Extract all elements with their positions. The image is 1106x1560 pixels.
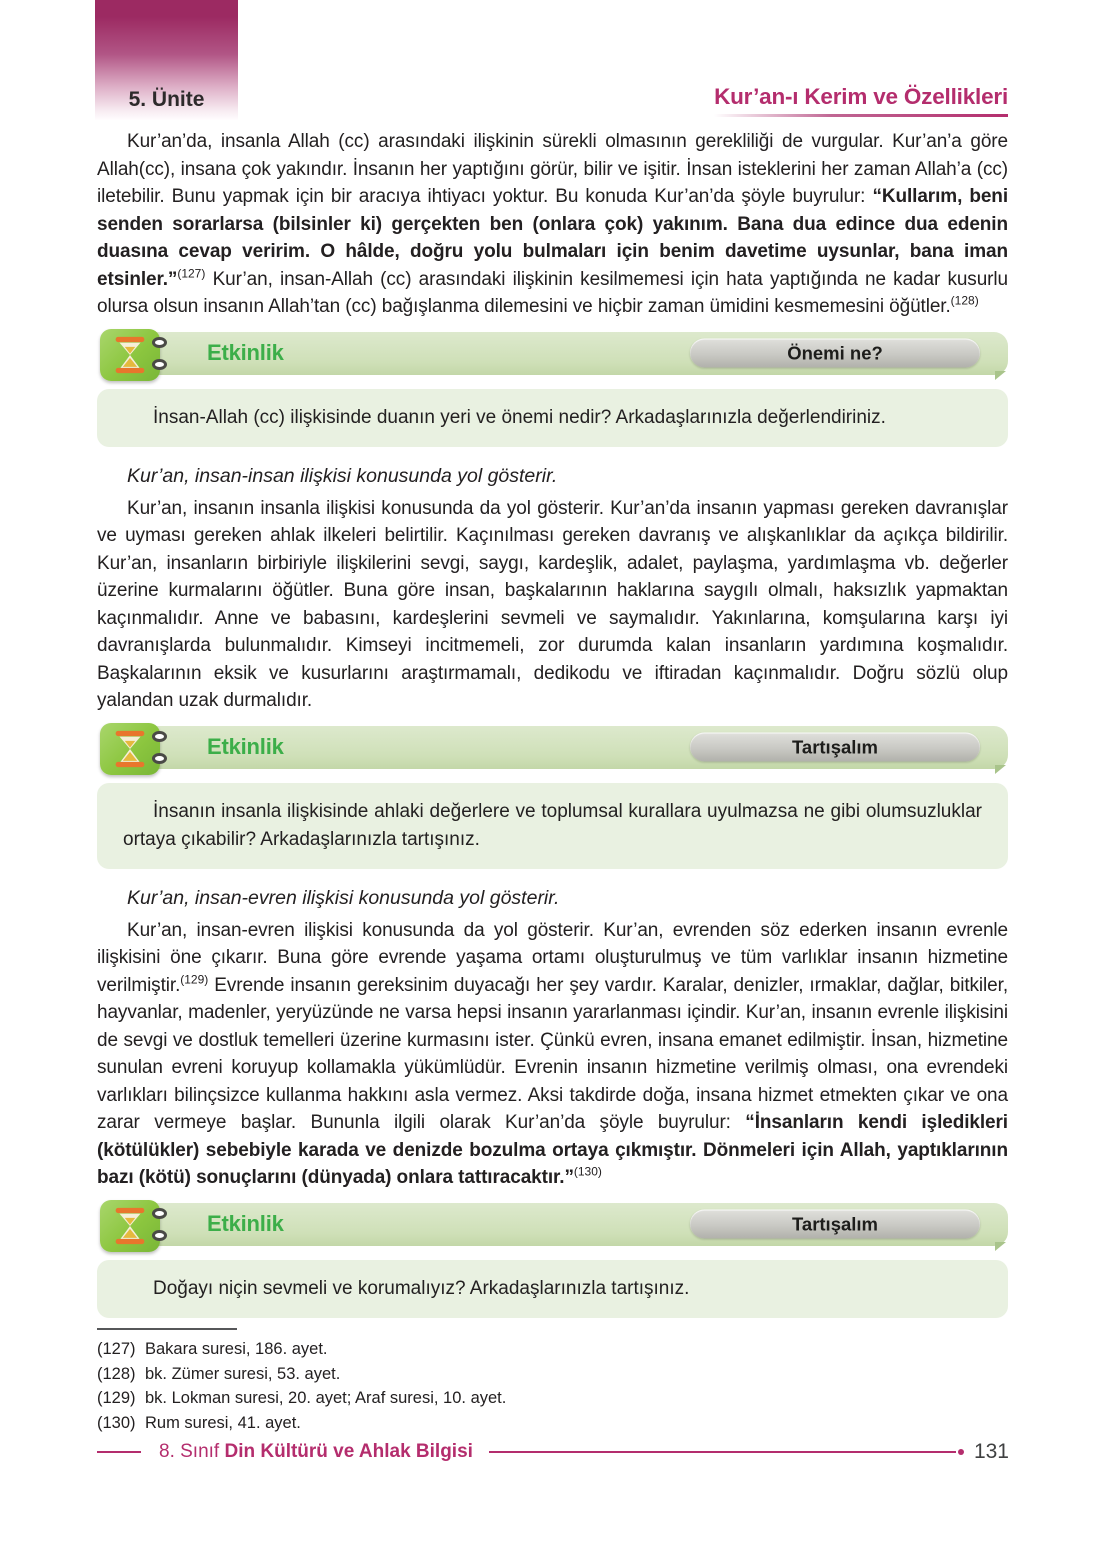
footnote-number: (129)	[97, 1389, 136, 1407]
hourglass-icon	[100, 1200, 160, 1252]
para1-text-2: Kur’an, insan-Allah (cc) arasındaki ilişkinin kesilmemesi için hata yaptığında ne kadar kusurlu olursa olsun insanın Allah’tan (cc) bağışlanma dilemesini ve hiçbir zaman ümidini kesmemesini öğütler.	[97, 268, 1008, 317]
activity-question-box	[97, 783, 1008, 869]
activity-card-1	[97, 329, 1008, 447]
section-heading-insan-evren: Kur’an, insan-evren ilişkisi konusunda yol gösterir.	[127, 886, 560, 909]
footnote-item	[97, 1411, 1008, 1436]
hourglass-icon	[100, 329, 160, 381]
activity-title: Etkinlik	[207, 734, 284, 759]
activity-question: Doğayı niçin sevmeli ve korumalıyız? Arkadaşlarınızla tartışınız.	[153, 1277, 690, 1299]
para3-quote: “İnsanların kendi işledikleri (kötülükler) sebebiyle karada ve denizde bozulma ortaya çıkmıştır. Dönmeleri için Allah, yaptıklarının bazı (kötü) sonuçlarını (dünyada) onlara tattıracaktır.”	[97, 1112, 1008, 1188]
binder-rings-icon	[152, 329, 174, 381]
activity-header-bar	[119, 726, 1008, 769]
main-content	[97, 128, 1008, 1334]
footnotes-section	[97, 1328, 1008, 1435]
footnote-divider	[97, 1328, 237, 1330]
activity-question: İnsan-Allah (cc) ilişkisinde duanın yeri ve önemi nedir? Arkadaşlarınızla değerlendiriniz.	[153, 406, 886, 428]
paragraph-1	[97, 128, 1008, 321]
footer-rule-right	[489, 1451, 956, 1453]
activity-question-box	[97, 1260, 1008, 1318]
footnote-item	[97, 1386, 1008, 1411]
footnote-ref-127: (127)	[177, 266, 206, 281]
unit-label: 5. Ünite	[128, 88, 205, 111]
footer-dot-icon	[958, 1449, 964, 1455]
corner-fold-icon	[995, 765, 1006, 774]
activity-header-bar	[119, 332, 1008, 375]
footnote-item	[97, 1337, 1008, 1362]
activity-question: İnsanın insanla ilişkisinde ahlaki değerlere ve toplumsal kurallara uyulmazsa ne gibi olumsuzluklar ortaya çıkabilir? Arkadaşlarınızla tartışınız.	[123, 800, 982, 850]
footnote-ref-130: (130)	[573, 1164, 602, 1179]
paragraph-2: Kur’an, insanın insanla ilişkisi konusunda da yol gösterir. Kur’an’da insanın yapması gereken davranışlar ve uyması gereken ahlak ilkeleri belirtilir. Kaçınılması gereken davranış ve alışkanlıklar da açıkça bildirilir. Kur’an, insanların birbiriyle ilişkilerini sevgi, saygı, kardeşlik, adalet, paylaşma, yardımlaşma vb. değerler üzerine kurmalarını öğütler. Buna göre insan, başkalarının haklarına saygılı olmalı, haksızlık yapmaktan kaçınmalıdır. Anne ve babasını, kardeşlerini sevmeli ve saymalıdır. Yakınlarına, komşularına karşı iyi davranışlarda bulunmalıdır. Kimseyi incitmemeli, zor durumda kalan insanların yardımına koşmalıdır. Başkalarının eksik ve kusurlarını araştırmamalı, dedikodu ve iftiradan kaçınmalıdır. Doğru sözlü olup yalandan uzak durmalıdır.	[97, 497, 1008, 711]
page-footer	[97, 1440, 1009, 1464]
footnote-ref-128: (128)	[950, 293, 979, 308]
para3-text-2: Evrende insanın gereksinim duyacağı her şey vardır. Karalar, denizler, ırmaklar, dağlar, bitkiler, hayvanlar, madenler, yeryüzünde ne varsa hepsi insanın yararlanması içindir. Kur’an, insanın evrenle ilişkisini de sevgi ve dostluk temelleri üzerine kurmasını ister. Çünkü evren, insana emanet edilmiştir. İnsan, hizmetine sunulan evreni koruyup kollamakla yükümlüdür. Evrenin insanın hizmetine verilmiş olması, ona evrendeki varlıkları bilinçsizce kullanma hakkını asla vermez. Aksi takdirde doğa, insana hizmet etmekten çıkar ve ona zarar vermeye başlar. Bununla ilgili olarak Kur’an’da şöyle buyrulur:	[97, 974, 1008, 1133]
para1-quote: “Kullarım, beni senden sorarlarsa (bilsinler ki) gerçekten ben (onlara çok) yakınım. Bana dua edince dua edenin duasına cevap veririm. O hâlde, doğru yolu bulmaları için benim davetime uysunlar, bana iman etsinler.”	[97, 186, 1008, 290]
footnote-ref-129: (129)	[180, 972, 209, 987]
activity-title: Etkinlik	[207, 1211, 284, 1236]
activity-header	[97, 1200, 1008, 1252]
footer-grade: 8. Sınıf	[159, 1441, 225, 1462]
footnote-text: bk. Zümer suresi, 53. ayet.	[145, 1364, 341, 1383]
activity-card-2	[97, 723, 1008, 869]
unit-tab	[95, 0, 238, 120]
binder-rings-icon	[152, 723, 174, 775]
para1-text-1: Kur’an’da, insanla Allah (cc) arasındaki ilişkinin sürekli olmasının gerekliliği de vurgular. Kur’an’a göre Allah(cc), insana çok yakındır. İnsanın her yaptığını görür, bilir ve işitir. İnsan isteklerini her zaman Allah’a (cc) iletebilir. Bunu yapmak için bir aracıya ihtiyacı yoktur. Bu konuda Kur’an’da şöyle buyrulur:	[97, 131, 1008, 207]
binder-rings-icon	[152, 1200, 174, 1252]
activity-question-box	[97, 389, 1008, 447]
activity-header	[97, 329, 1008, 381]
chapter-title: Kur’an-ı Kerim ve Özellikleri	[714, 84, 1008, 109]
activity-badge: Tartışalım	[690, 733, 980, 762]
footnote-text: Rum suresi, 41. ayet.	[145, 1413, 301, 1432]
section-heading-insan-insan: Kur’an, insan-insan ilişkisi konusunda yol gösterir.	[127, 464, 558, 487]
footnote-item	[97, 1362, 1008, 1387]
corner-fold-icon	[995, 371, 1006, 380]
footnote-number: (127)	[97, 1340, 136, 1358]
footer-book-title	[159, 1441, 473, 1463]
footnote-text: bk. Lokman suresi, 20. ayet; Araf suresi, 10. ayet.	[145, 1389, 507, 1407]
footnote-number: (130)	[97, 1413, 136, 1432]
activity-card-3	[97, 1200, 1008, 1318]
chapter-header	[714, 84, 1008, 117]
footer-rule-left	[97, 1451, 141, 1453]
hourglass-icon	[100, 723, 160, 775]
activity-header	[97, 723, 1008, 775]
paragraph-3	[97, 917, 1008, 1192]
footnote-text: Bakara suresi, 186. ayet.	[145, 1340, 328, 1358]
activity-header-bar	[119, 1203, 1008, 1246]
title-underline	[714, 114, 1008, 117]
activity-title: Etkinlik	[207, 340, 284, 365]
page-number: 131	[973, 1440, 1009, 1463]
para3-text-1: Kur’an, insan-evren ilişkisi konusunda da yol gösterir. Kur’an, evrenden söz ederken insanın evrenle ilişkisini öne çıkarır. Buna göre evrende yaşama ortamı oluşturulmuş ve tüm varlıklar insanın hizmetine verilmiştir.	[97, 919, 1008, 996]
activity-badge: Önemi ne?	[690, 339, 980, 368]
corner-fold-icon	[995, 1242, 1006, 1251]
footer-book-name: Din Kültürü ve Ahlak Bilgisi	[224, 1441, 473, 1462]
footnote-number: (128)	[97, 1364, 136, 1383]
activity-badge: Tartışalım	[690, 1210, 980, 1239]
